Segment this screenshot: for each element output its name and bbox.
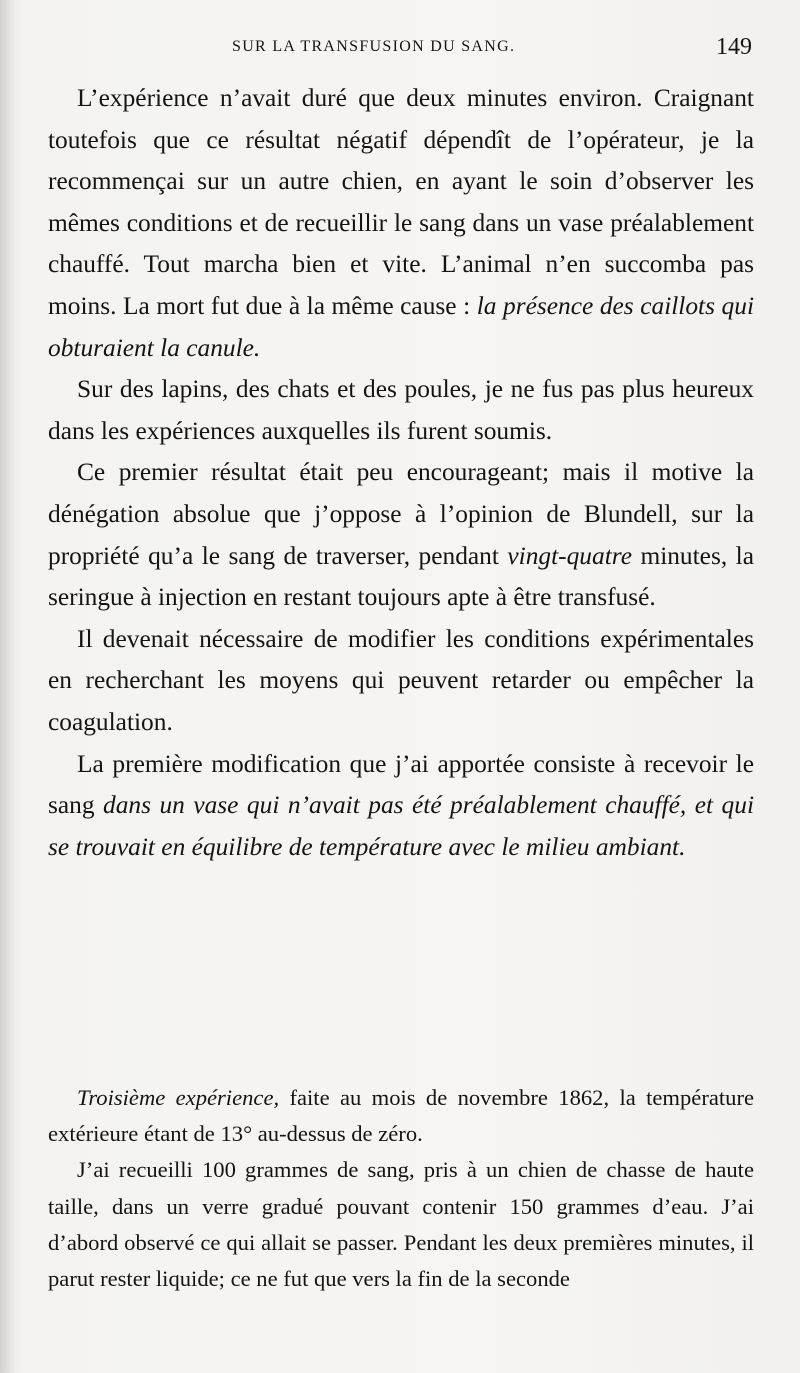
paragraph (48, 78, 754, 369)
text-span: Ce premier résultat était peu encourageant; mais il motive la dénégation absolue que j’oppose à l’opinion de Blundell, sur la propriété qu’a le sang de traverser, pendant (48, 458, 754, 570)
text-span: faite au mois de novembre 1862, la température extérieure étant de 13° au-dessus de zéro. (48, 1085, 755, 1147)
italic-text-span: vingt-quatre (507, 541, 632, 570)
text-span: Sur des lapins, des chats et des poules, je ne fus pas plus heureux dans les expériences auxquelles ils furent soumis. (48, 375, 754, 445)
gutter-shadow (0, 0, 16, 1373)
italic-text-span: dans un vase qui n’avait pas été préalablement chauffé, et qui se trouvait en équilibre de température avec le milieu ambiant. (48, 791, 755, 861)
italic-text-span: Troisième expérience, (77, 1085, 280, 1110)
page-number: 149 (716, 34, 752, 60)
text-span: La première modification que j’ai apportée consiste à recevoir le sang (48, 749, 754, 820)
italic-text-span: la présence des caillots qui obturaient la canule. (48, 291, 754, 362)
text-span: minutes, la seringue à injection en restant toujours apte à être transfusé. (48, 541, 754, 612)
text-span: J’ai recueilli 100 grammes de sang, pris à un chien de chasse de haute taille, dans un verre gradué pouvant contenir 150 grammes d’eau. J’ai d’abord observé ce qui allait se passer. Pendant les deux premières minutes, il parut rester liquide; ce ne fut que vers la fin de la seconde (48, 1157, 754, 1292)
paragraph (48, 1080, 754, 1152)
page-header (48, 34, 752, 64)
paragraph (48, 1152, 754, 1297)
text-span: L’expérience n’avait duré que deux minutes environ. Craignant toutefois que ce résultat négatif dépendît de l’opérateur, je la recommençai sur un autre chien, en ayant le soin d’observer les mêmes conditions et de recueillir le sang dans un vase préalablement chauffé. Tout marcha bien et vite. L’animal n’en succomba pas moins. La mort fut due à la même cause : (48, 84, 754, 320)
running-title: SUR LA TRANSFUSION DU SANG. (232, 38, 516, 55)
main-text-block (48, 78, 754, 868)
text-span: Il devenait nécessaire de modifier les conditions expérimentales en recherchant les moyens qui peuvent retarder ou empêcher la coagulation. (48, 624, 754, 736)
paragraph (48, 744, 754, 869)
paragraph (48, 619, 754, 744)
paragraph (48, 452, 754, 618)
experiment-text-block (48, 1080, 754, 1297)
paragraph (48, 369, 754, 452)
